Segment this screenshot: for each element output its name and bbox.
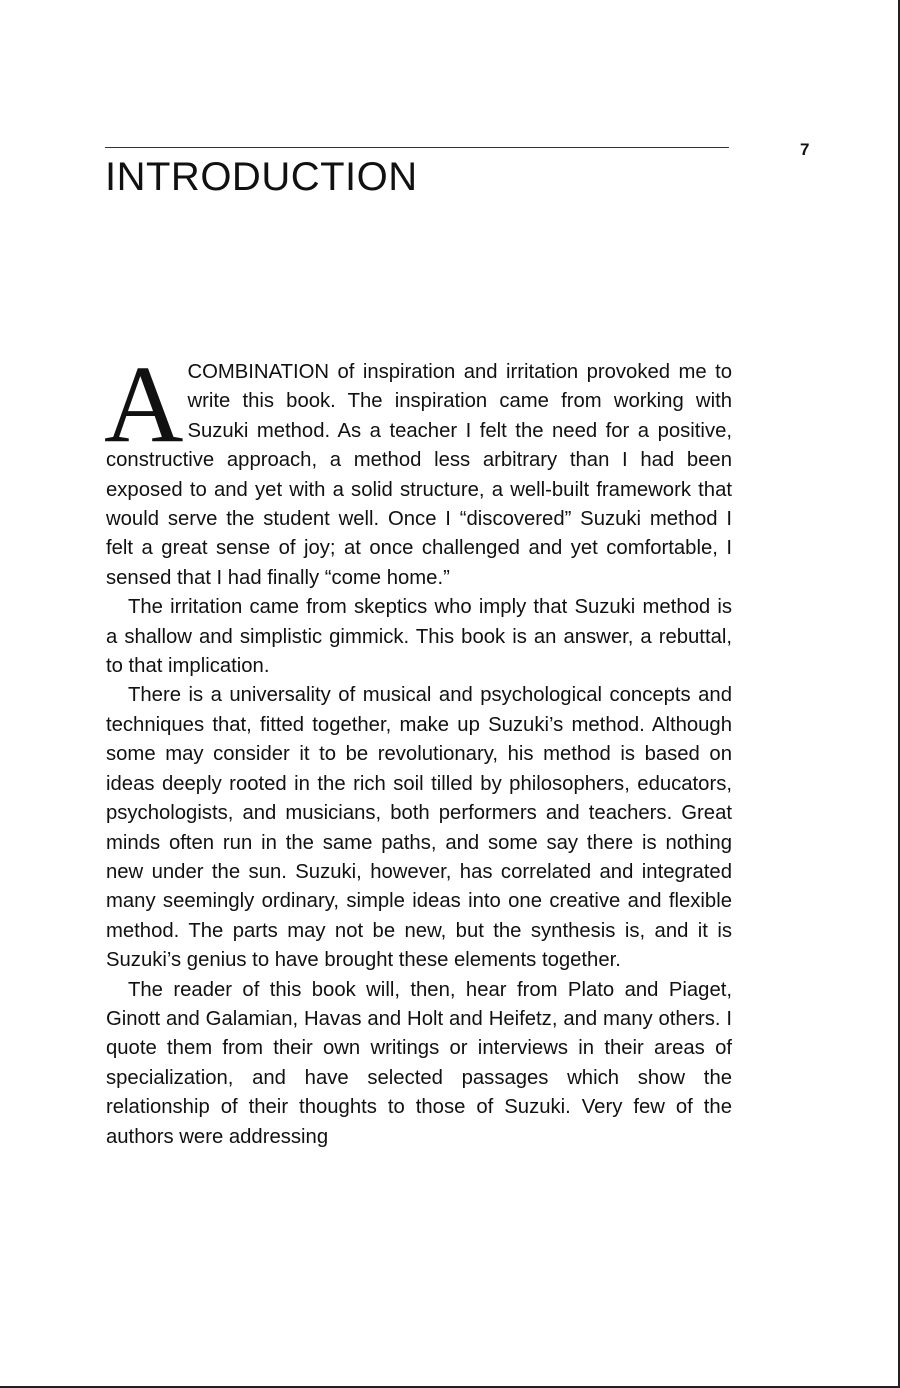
header-rule <box>105 147 729 148</box>
paragraph-4: The reader of this book will, then, hear from Plato and Piaget, Ginott and Galamian, Havas and Holt and Heifetz, and many others. I quote them from their own writings or interviews in their areas of specialization, and have selected passages which show the relationship of their thoughts to those of Suzuki. Very few of the authors were addressing <box>106 978 732 1148</box>
page-number: 7 <box>800 140 810 159</box>
paragraph-1 <box>104 343 732 593</box>
paragraph-1-text: COMBINATION of inspiration and irritation provoked me to write this book. The inspiration came from working with Suzuki method. As a teacher I felt the need for a positive, constructive approach, a method less arbitrary than I had been exposed to and yet with a solid structure, a well-built framework that would serve the student well. Once I “discovered” Suzuki method I felt a great sense of joy; at once challenged and yet comfortable, I sensed that I had finally “come home.” <box>106 361 732 589</box>
paragraph-3: There is a universality of musical and psychological concepts and techniques that, fitted together, make up Suzuki’s method. Although some may consider it to be revolutionary, his method is based on ideas deeply rooted in the rich soil tilled by philosophers, educators, psychologists, and musicians, both performers and teachers. Great minds often run in the same paths, and some say there is nothing new under the sun. Suzuki, however, has correlated and integrated many seemingly ordinary, simple ideas into one creative and flexible method. The parts may not be new, but the synthesis is, and it is Suzuki’s genius to have brought these elements together. <box>106 684 732 972</box>
drop-cap: A <box>104 343 184 465</box>
body-text <box>104 343 732 1152</box>
paragraph-2: The irritation came from skeptics who imply that Suzuki method is a shallow and simplistic gimmick. This book is an answer, a rebuttal, to that implication. <box>106 596 732 678</box>
chapter-title: INTRODUCTION <box>105 155 418 199</box>
